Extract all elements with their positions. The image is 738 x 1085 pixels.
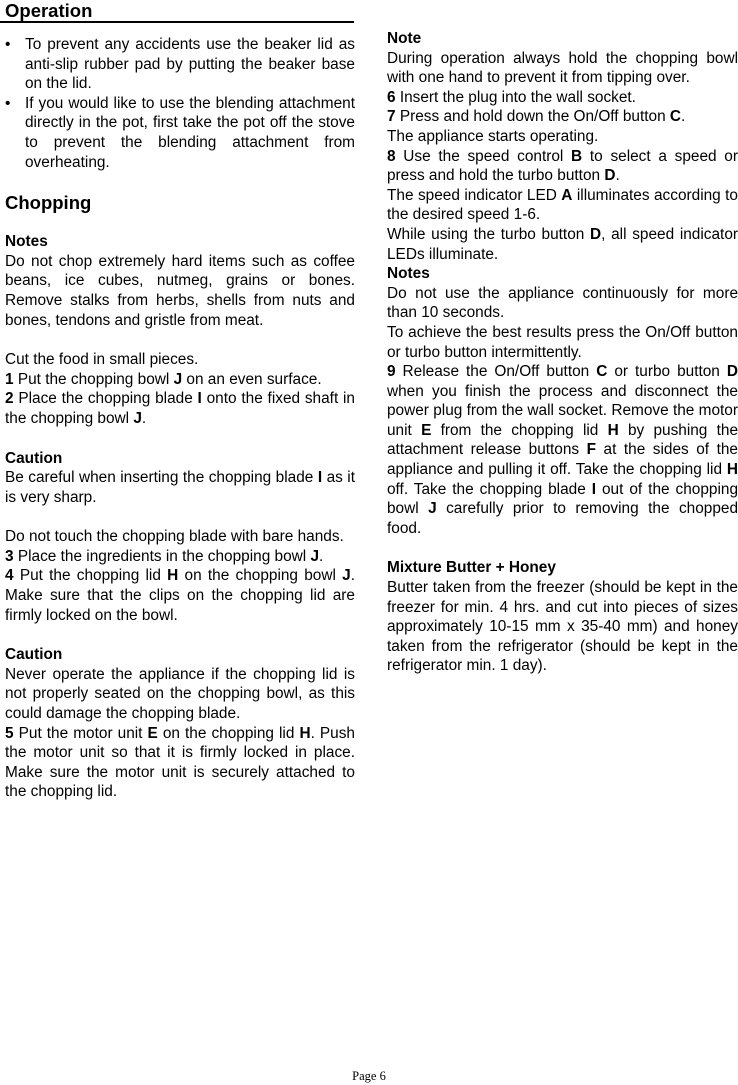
step-9: 9 Release the On/Off button C or turbo button D when you finish the process and disconnect the power plug from the wall socket. Remove the motor unit E from the chopping lid H by pushing the attachment release buttons F at the sides of the appliance and pulling it off. Take the chopping lid H off. Take the chopping blade I out of the chopping bowl J carefully prior to removing the chopped food. [387, 363, 738, 537]
caution-label: Caution [5, 449, 63, 467]
left-column [5, 0, 355, 802]
step-6: 6 Insert the plug into the wall socket. [387, 88, 636, 106]
step-number: 1 [5, 370, 14, 388]
list-item: • To prevent any accidents use the beaker lid as anti-slip rubber pad by putting the beaker base on the lid. [5, 35, 355, 94]
caution-label: Caution [5, 646, 63, 664]
step-7: 7 Press and hold down the On/Off button C. [387, 108, 686, 126]
step-8: 8 Use the speed control B to select a speed or press and hold the turbo button D. [387, 147, 738, 185]
caution-text: Never operate the appliance if the chopping lid is not properly seated on the chopping bowl, as this could damage the chopping blade. [5, 665, 355, 723]
notes-label: Notes [387, 265, 430, 283]
notes-text: To achieve the best results press the On/Off button or turbo button intermittently. [387, 323, 738, 361]
page-number: Page 6 [352, 1069, 386, 1083]
chopping-title: Chopping [5, 192, 92, 214]
mixture-title: Mixture Butter + Honey [387, 559, 556, 577]
cut-text: Cut the food in small pieces. [5, 351, 199, 369]
step-1: 1 Put the chopping bowl J on an even surface. [5, 370, 322, 388]
step-3: 3 Place the ingredients in the chopping bowl J. [5, 547, 324, 565]
led-text: The speed indicator LED A illuminates according to the desired speed 1-6. [387, 186, 738, 224]
turbo-text: While using the turbo button D, all speed indicator LEDs illuminate. [387, 225, 738, 263]
notes-label: Notes [5, 233, 48, 251]
notes-text: Do not chop extremely hard items such as coffee beans, ice cubes, nutmeg, grains or bones. Remove stalks from herbs, shells from nuts and bones, tendons and gristle from meat. [5, 252, 355, 329]
note-text: During operation always hold the chopping bowl with one hand to prevent it from tipping over. [387, 49, 738, 87]
touch-warning: Do not touch the chopping blade with bare hands. [5, 528, 344, 546]
note-label: Note [387, 30, 422, 47]
mixture-text: Butter taken from the freezer (should be kept in the freezer for min. 4 hrs. and cut into pieces of sizes approximately 10-15 mm x 35-40 mm) and honey taken from the refrigerator (should be kept in the refrigerator min. 1 day). [387, 579, 738, 675]
step-4: 4 Put the chopping lid H on the chopping bowl J. Make sure that the clips on the chopping lid are firmly locked on the bowl. [5, 567, 355, 624]
step-5: 5 Put the motor unit E on the chopping lid H. Push the motor unit so that it is firmly locked in place. Make sure the motor unit is securely attached to the chopping lid. [5, 724, 355, 801]
starts-text: The appliance starts operating. [387, 127, 599, 145]
list-item: • If you would like to use the blending attachment directly in the pot, first take the pot off the stove to prevent the blending attachment from overheating. [5, 94, 355, 172]
step-2: 2 Place the chopping blade I onto the fixed shaft in the chopping bowl J. [5, 390, 355, 427]
section-title-operation: Operation [0, 0, 354, 23]
operation-bullets [5, 35, 355, 172]
notes-text: Do not use the appliance continuously for more than 10 seconds. [387, 284, 738, 322]
right-column [387, 29, 738, 676]
caution-text: Be careful when inserting the chopping blade I as it is very sharp. [5, 469, 355, 506]
step-number: 2 [5, 390, 14, 408]
